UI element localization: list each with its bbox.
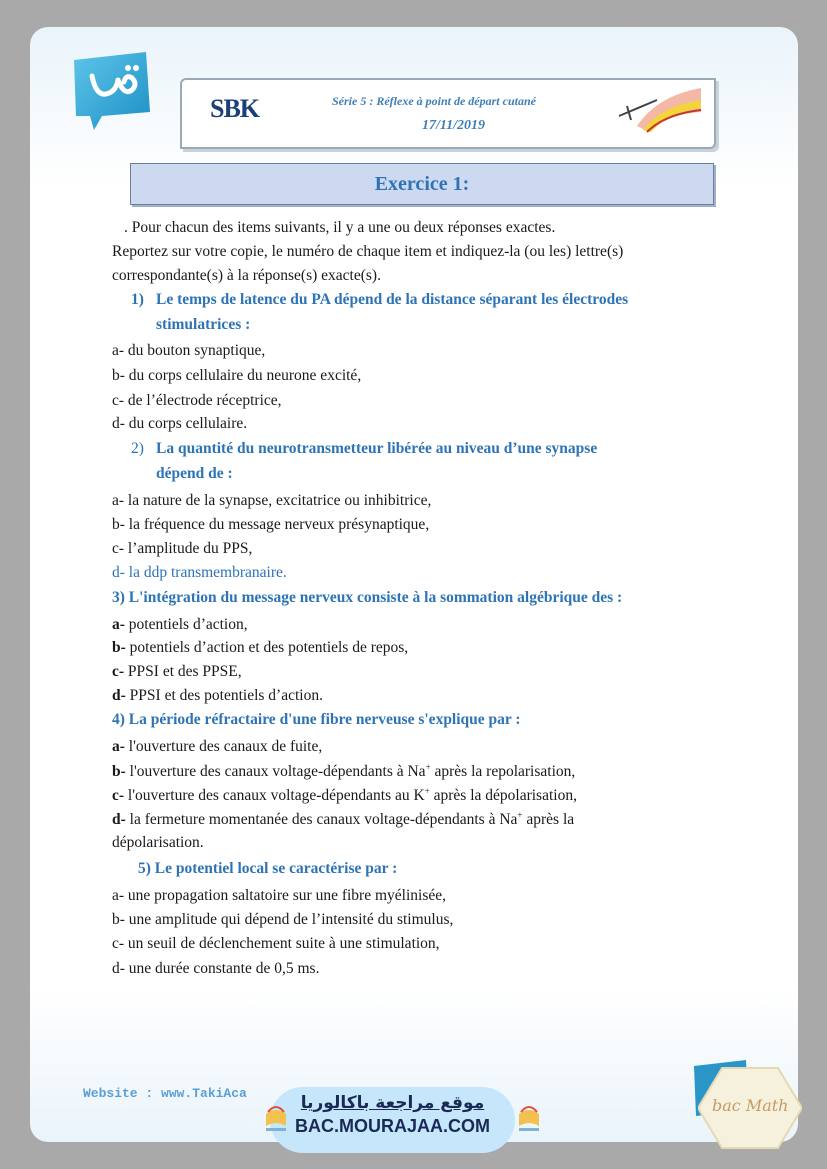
q5-option-a: a- une propagation saltatoire sur une fibre myélinisée, <box>112 887 446 904</box>
q2-option-c: c- l’amplitude du PPS, <box>112 540 253 557</box>
question-1-number: 1) <box>131 291 144 308</box>
question-2-text-cont: dépend de : <box>156 465 233 482</box>
question-1-text-cont: stimulatrices : <box>156 316 251 333</box>
question-5-text: 5) Le potentiel local se caractérise par : <box>138 860 398 877</box>
q2-option-a: a- la nature de la synapse, excitatrice ou inhibitrice, <box>112 492 432 509</box>
skin-receptor-illustration-icon <box>617 86 702 136</box>
q1-option-b: b- du corps cellulaire du neurone excité, <box>112 367 362 384</box>
q5-option-d: d- une durée constante de 0,5 ms. <box>112 960 320 977</box>
intro-line-2: Reportez sur votre copie, le numéro de chaque item et indiquez-la (ou les) lettre(s) <box>112 243 624 260</box>
q2-option-b: b- la fréquence du message nerveux présynaptique, <box>112 516 430 533</box>
q4-option-a: a- l'ouverture des canaux de fuite, <box>112 738 323 755</box>
question-3-text: 3) L'intégration du message nerveux consiste à la sommation algébrique des : <box>112 589 623 606</box>
q3-option-b: b- potentiels d’action et des potentiels de repos, <box>112 639 409 656</box>
book-right-icon <box>515 1100 543 1134</box>
series-title: Série 5 : Réflexe à point de départ cutané <box>332 94 536 108</box>
banner-arabic-text: موقع مراجعة باكالوريا <box>300 1093 485 1113</box>
q4-option-d: d- la fermeture momentanée des canaux voltage-dépendants à Na+ après la <box>112 810 575 829</box>
q3-option-c: c- PPSI et des PPSE, <box>112 663 242 680</box>
q5-option-b: b- une amplitude qui dépend de l’intensité du stimulus, <box>112 911 454 928</box>
exercise-title: Exercice 1: <box>374 173 470 195</box>
question-2-text: La quantité du neurotransmetteur libérée au niveau d’une synapse <box>156 440 598 457</box>
q1-option-d: d- du corps cellulaire. <box>112 415 248 432</box>
q3-option-d: d- PPSI et des potentiels d’action. <box>112 687 323 704</box>
intro-line-3: correspondante(s) à la réponse(s) exacte(s). <box>112 267 381 284</box>
intro-line-1: . Pour chacun des items suivants, il y a une ou deux réponses exactes. <box>124 219 556 236</box>
q1-option-c: c- de l’électrode réceptrice, <box>112 392 282 409</box>
series-date: 17/11/2019 <box>422 118 486 133</box>
question-4-text: 4) La période réfractaire d'une fibre nerveuse s'explique par : <box>112 711 521 728</box>
bac-mourajaa-banner[interactable] <box>270 1087 515 1153</box>
question-2-number: 2) <box>131 440 144 457</box>
q5-option-c: c- un seuil de déclenchement suite à une stimulation, <box>112 935 440 952</box>
series-header <box>180 78 716 149</box>
website-link[interactable]: Website : www.TakiAca <box>83 1086 247 1101</box>
q2-option-d: d- la ddp transmembranaire. <box>112 564 287 581</box>
banner-url[interactable]: BAC.MOURAJAA.COM <box>295 1116 490 1136</box>
q4-option-c: c- l'ouverture des canaux voltage-dépendants au K+ après la dépolarisation, <box>112 786 577 805</box>
exercise-title-box <box>130 163 714 205</box>
bac-math-label: bac Math <box>712 1096 789 1115</box>
q4-option-b: b- l'ouverture des canaux voltage-dépendants à Na+ après la repolarisation, <box>112 762 576 781</box>
book-left-icon <box>262 1100 290 1134</box>
q1-option-a: a- du bouton synaptique, <box>112 342 266 359</box>
q3-option-a: a- potentiels d’action, <box>112 616 248 633</box>
speech-bubble-logo-icon <box>72 50 152 130</box>
question-1-text: Le temps de latence du PA dépend de la distance séparant les électrodes <box>156 291 629 308</box>
sbk-logo: SBK <box>210 94 260 123</box>
q4-option-d-cont: dépolarisation. <box>112 834 204 851</box>
